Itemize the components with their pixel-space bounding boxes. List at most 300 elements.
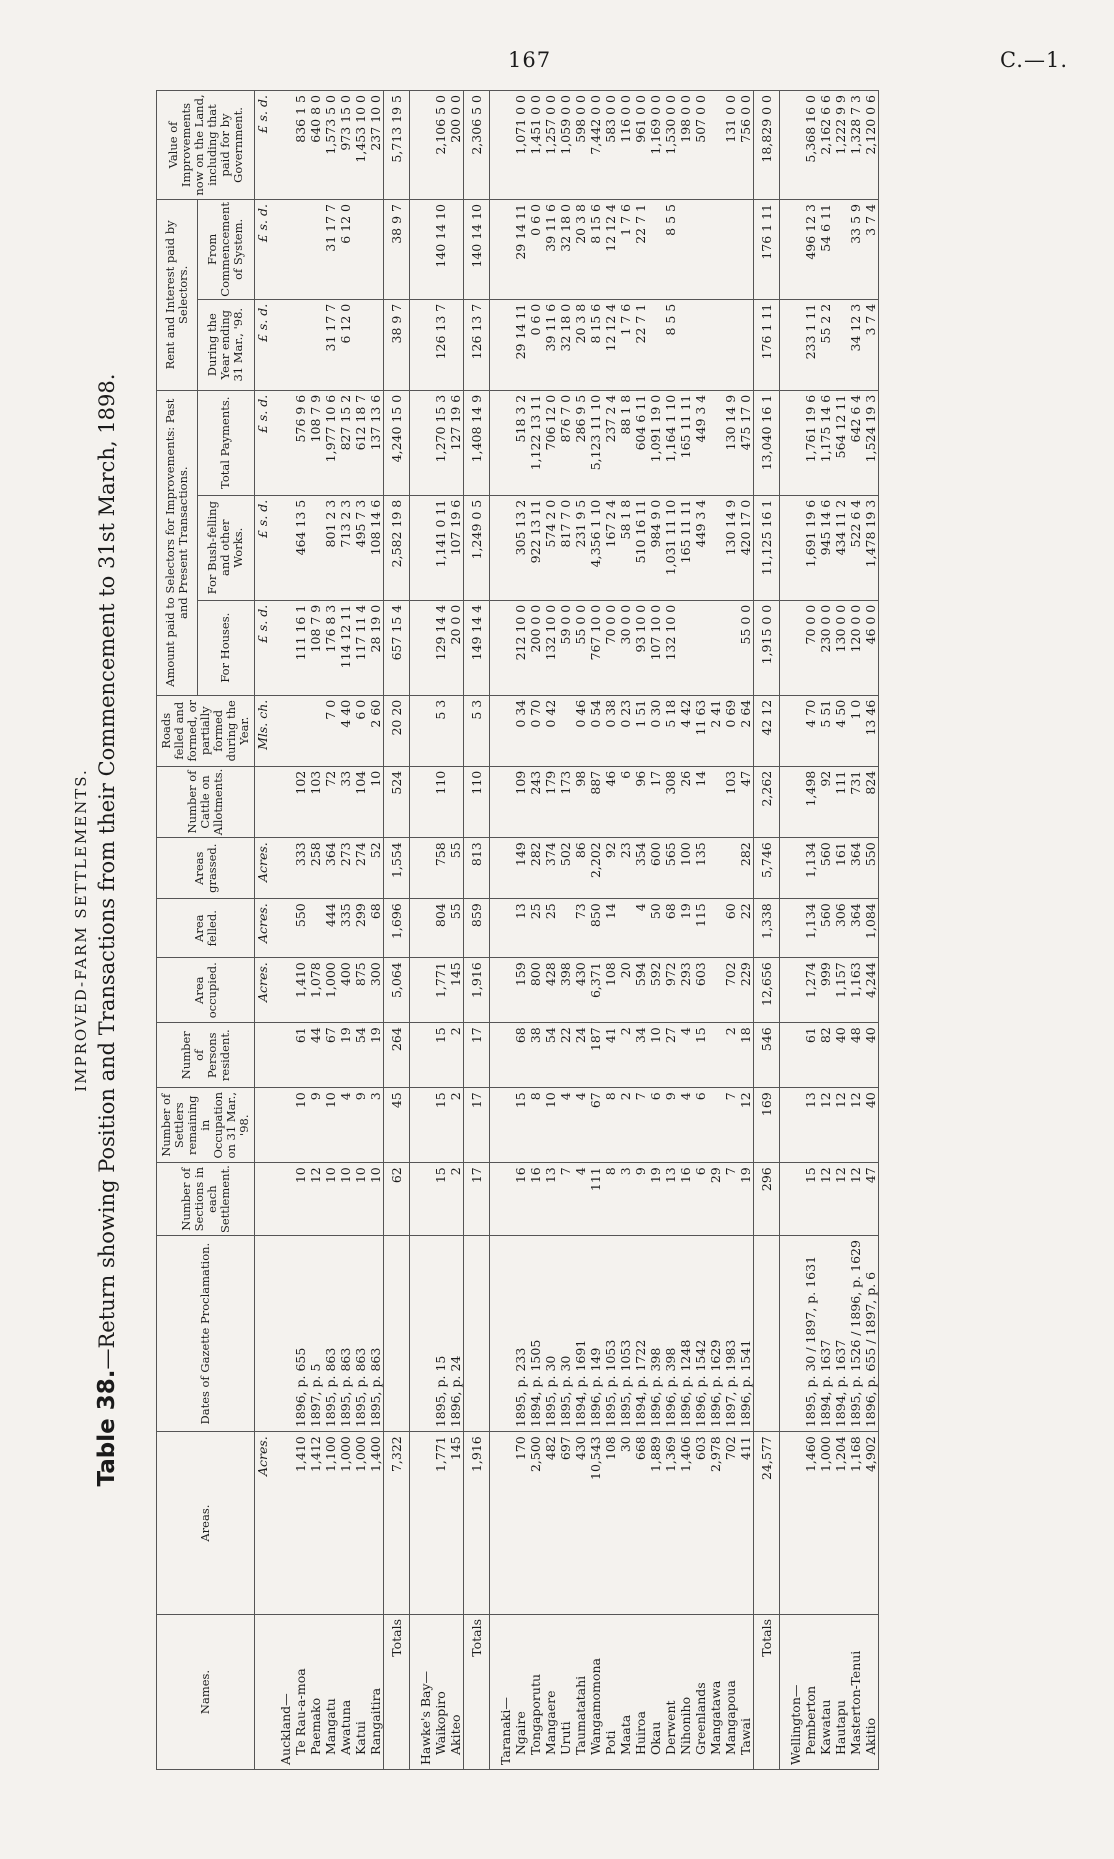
cell-houses: 46 0 0 bbox=[863, 600, 879, 695]
cell-roads: 5 3 bbox=[433, 695, 448, 766]
cell-settlers: 8 bbox=[603, 1088, 618, 1163]
cell-cattle: 104 bbox=[353, 766, 368, 838]
cell-bush: 108 14 6 bbox=[368, 495, 384, 600]
cell-value: 1,453 10 0 bbox=[353, 91, 368, 200]
cell-areas: 1,460 bbox=[803, 1432, 818, 1615]
region-row bbox=[490, 91, 514, 1770]
table-row bbox=[633, 91, 648, 1770]
cell-rent-comm: 8 5 5 bbox=[663, 200, 678, 300]
cell-occupied: 159 bbox=[513, 958, 528, 1023]
cell-total: 137 13 6 bbox=[368, 390, 384, 495]
cell-date: 1894, p. 1505 bbox=[528, 1236, 543, 1432]
cell-rent-year bbox=[738, 299, 754, 390]
cell-cattle: 731 bbox=[848, 766, 863, 838]
cell-sections: 7 bbox=[723, 1163, 738, 1236]
cell-areas: 1,168 bbox=[848, 1432, 863, 1615]
cell-houses: 132 10 0 bbox=[543, 600, 558, 695]
total-rent-year: 176 1 11 bbox=[754, 299, 780, 390]
cell-bush: 4,356 1 10 bbox=[588, 495, 603, 600]
cell-roads: 0 69 bbox=[723, 695, 738, 766]
cell-date: 1894, p. 1637 bbox=[833, 1236, 848, 1432]
settlement-name: Huiroa bbox=[633, 1615, 648, 1770]
total-rent-comm: 140 14 10 bbox=[464, 200, 490, 300]
total-bush: 2,582 19 8 bbox=[384, 495, 410, 600]
table-row bbox=[293, 91, 308, 1770]
cell-date: 1896, p. 1248 bbox=[678, 1236, 693, 1432]
cell-felled: 1,084 bbox=[863, 899, 879, 958]
cell-total: 165 11 11 bbox=[678, 390, 693, 495]
settlement-name: Katui bbox=[353, 1615, 368, 1770]
total-grassed: 1,554 bbox=[384, 838, 410, 899]
settlement-name: Akiteo bbox=[448, 1615, 464, 1770]
cell-date: 1895, p. 863 bbox=[353, 1236, 368, 1432]
cell-roads bbox=[293, 695, 308, 766]
cell-cattle: 6 bbox=[618, 766, 633, 838]
settlement-name: Mangatawa bbox=[708, 1615, 723, 1770]
cell-date: 1897, p. 5 bbox=[308, 1236, 323, 1432]
cell-rent-year bbox=[308, 299, 323, 390]
cell-areas: 1,204 bbox=[833, 1432, 848, 1615]
cell-felled: 25 bbox=[543, 899, 558, 958]
cell-rent-comm: 3 7 4 bbox=[863, 200, 879, 300]
cell-rent-comm bbox=[648, 200, 663, 300]
cell-houses: 212 10 0 bbox=[513, 600, 528, 695]
cell-cattle: 824 bbox=[863, 766, 879, 838]
cell-value: 836 1 5 bbox=[293, 91, 308, 200]
cell-areas: 4,902 bbox=[863, 1432, 879, 1615]
cell-houses: 114 12 11 bbox=[338, 600, 353, 695]
cell-areas: 1,412 bbox=[308, 1432, 323, 1615]
cell-sections: 16 bbox=[513, 1163, 528, 1236]
unit-lsd: £ s. d. bbox=[255, 200, 271, 300]
cell-roads: 0 38 bbox=[603, 695, 618, 766]
cell-grassed: 274 bbox=[353, 838, 368, 899]
cell-areas: 1,771 bbox=[433, 1432, 448, 1615]
cell-roads: 1 0 bbox=[848, 695, 863, 766]
region-name: Wellington— bbox=[780, 1615, 804, 1770]
cell-value: 5,368 16 0 bbox=[803, 91, 818, 200]
cell-bush: 510 16 11 bbox=[633, 495, 648, 600]
total-rent-year: 126 13 7 bbox=[464, 299, 490, 390]
cell-cattle: 92 bbox=[818, 766, 833, 838]
cell-cattle: 46 bbox=[603, 766, 618, 838]
cell-settlers: 13 bbox=[803, 1088, 818, 1163]
cell-sections: 111 bbox=[588, 1163, 603, 1236]
table-row bbox=[803, 91, 818, 1770]
cell-bush: 1,141 0 11 bbox=[433, 495, 448, 600]
total-settlers: 17 bbox=[464, 1088, 490, 1163]
cell-cattle: 103 bbox=[308, 766, 323, 838]
cell-houses bbox=[708, 600, 723, 695]
cell-houses: 107 10 0 bbox=[648, 600, 663, 695]
cell-houses: 20 0 0 bbox=[448, 600, 464, 695]
col-rent-commencement: From Commencement of System. bbox=[197, 200, 254, 300]
total-grassed: 5,746 bbox=[754, 838, 780, 899]
cell-date: 1894, p. 1722 bbox=[633, 1236, 648, 1432]
cell-rent-comm bbox=[678, 200, 693, 300]
total-houses: 657 15 4 bbox=[384, 600, 410, 695]
cell-occupied: 300 bbox=[368, 958, 384, 1023]
cell-cattle: 173 bbox=[558, 766, 573, 838]
total-houses: 149 14 4 bbox=[464, 600, 490, 695]
unit-lsd: £ s. d. bbox=[255, 390, 271, 495]
cell-roads bbox=[558, 695, 573, 766]
cell-sections: 8 bbox=[603, 1163, 618, 1236]
cell-roads: 1 51 bbox=[633, 695, 648, 766]
cell-rent-comm: 6 12 0 bbox=[338, 200, 353, 300]
cell-roads: 4 40 bbox=[338, 695, 353, 766]
cell-total: 286 9 5 bbox=[573, 390, 588, 495]
cell-grassed: 149 bbox=[513, 838, 528, 899]
cell-sections: 47 bbox=[863, 1163, 879, 1236]
total-bush: 11,125 16 1 bbox=[754, 495, 780, 600]
cell-total: 876 7 0 bbox=[558, 390, 573, 495]
cell-occupied: 702 bbox=[723, 958, 738, 1023]
cell-occupied: 428 bbox=[543, 958, 558, 1023]
settlement-name: Akitio bbox=[863, 1615, 879, 1770]
cell-value: 1,222 9 9 bbox=[833, 91, 848, 200]
cell-occupied: 1,157 bbox=[833, 958, 848, 1023]
cell-grassed: 273 bbox=[338, 838, 353, 899]
total-settlers: 169 bbox=[754, 1088, 780, 1163]
cell-date: 1894, p. 1691 bbox=[573, 1236, 588, 1432]
total-sections: 17 bbox=[464, 1163, 490, 1236]
total-roads: 20 20 bbox=[384, 695, 410, 766]
cell-sections: 16 bbox=[678, 1163, 693, 1236]
cell-felled: 364 bbox=[848, 899, 863, 958]
cell-total: 518 3 2 bbox=[513, 390, 528, 495]
cell-total: 1,270 15 3 bbox=[433, 390, 448, 495]
cell-total: 1,175 14 6 bbox=[818, 390, 833, 495]
cell-felled bbox=[558, 899, 573, 958]
cell-settlers: 10 bbox=[543, 1088, 558, 1163]
cell-grassed: 560 bbox=[818, 838, 833, 899]
cell-areas: 1,100 bbox=[323, 1432, 338, 1615]
cell-grassed: 100 bbox=[678, 838, 693, 899]
cell-bush: 1,478 19 3 bbox=[863, 495, 879, 600]
cell-felled: 444 bbox=[323, 899, 338, 958]
total-roads: 42 12 bbox=[754, 695, 780, 766]
cell-areas: 170 bbox=[513, 1432, 528, 1615]
cell-sections: 19 bbox=[738, 1163, 754, 1236]
cell-grassed: 333 bbox=[293, 838, 308, 899]
cell-settlers: 9 bbox=[353, 1088, 368, 1163]
cell-value: 237 10 0 bbox=[368, 91, 384, 200]
cell-houses: 70 0 0 bbox=[603, 600, 618, 695]
cell-areas: 10,543 bbox=[588, 1432, 603, 1615]
cell-roads: 6 0 bbox=[353, 695, 368, 766]
cell-value: 1,169 0 0 bbox=[648, 91, 663, 200]
cell-persons: 48 bbox=[848, 1023, 863, 1088]
cell-occupied: 603 bbox=[693, 958, 708, 1023]
cell-bush: 984 9 0 bbox=[648, 495, 663, 600]
cell-total: 564 12 11 bbox=[833, 390, 848, 495]
table-row bbox=[308, 91, 323, 1770]
cell-value: 2,162 6 6 bbox=[818, 91, 833, 200]
cell-settlers: 12 bbox=[738, 1088, 754, 1163]
cell-total: 108 7 9 bbox=[308, 390, 323, 495]
total-felled: 1,696 bbox=[384, 899, 410, 958]
cell-roads: 5 51 bbox=[818, 695, 833, 766]
settlement-name: Tongaporutu bbox=[528, 1615, 543, 1770]
unit-lsd: £ s. d. bbox=[255, 600, 271, 695]
cell-rent-comm: 22 7 1 bbox=[633, 200, 648, 300]
cell-bush: 922 13 11 bbox=[528, 495, 543, 600]
cell-cattle: 103 bbox=[723, 766, 738, 838]
cell-date: 1895, p. 863 bbox=[368, 1236, 384, 1432]
cell-rent-comm: 1 7 6 bbox=[618, 200, 633, 300]
cell-occupied: 592 bbox=[648, 958, 663, 1023]
cell-occupied: 1,000 bbox=[323, 958, 338, 1023]
cell-date: 1895, p. 1053 bbox=[603, 1236, 618, 1432]
region-row bbox=[270, 91, 293, 1770]
cell-date: 1896, p. 24 bbox=[448, 1236, 464, 1432]
cell-settlers: 3 bbox=[368, 1088, 384, 1163]
cell-persons: 67 bbox=[323, 1023, 338, 1088]
cell-sections: 12 bbox=[308, 1163, 323, 1236]
cell-value: 198 0 0 bbox=[678, 91, 693, 200]
cell-rent-year: 22 7 1 bbox=[633, 299, 648, 390]
cell-grassed: 758 bbox=[433, 838, 448, 899]
col-grassed: Areas grassed. bbox=[157, 838, 255, 899]
cell-rent-comm bbox=[738, 200, 754, 300]
cell-houses: 767 10 0 bbox=[588, 600, 603, 695]
cell-felled: 850 bbox=[588, 899, 603, 958]
settlement-name: Nihoniho bbox=[678, 1615, 693, 1770]
cell-rent-year: 12 12 4 bbox=[603, 299, 618, 390]
cell-grassed: 550 bbox=[863, 838, 879, 899]
cell-sections: 15 bbox=[433, 1163, 448, 1236]
cell-cattle: 72 bbox=[323, 766, 338, 838]
region-row bbox=[780, 91, 804, 1770]
cell-cattle: 109 bbox=[513, 766, 528, 838]
region-name: Auckland— bbox=[270, 1615, 293, 1770]
table-heading bbox=[70, 90, 140, 1770]
cell-areas: 430 bbox=[573, 1432, 588, 1615]
table-row bbox=[558, 91, 573, 1770]
col-total-payments: Total Payments. bbox=[197, 390, 254, 495]
cell-houses: 230 0 0 bbox=[818, 600, 833, 695]
cell-persons: 15 bbox=[693, 1023, 708, 1088]
cell-roads: 7 0 bbox=[323, 695, 338, 766]
cell-bush bbox=[308, 495, 323, 600]
cell-felled: 14 bbox=[603, 899, 618, 958]
total-bush: 1,249 0 5 bbox=[464, 495, 490, 600]
cell-persons: 4 bbox=[678, 1023, 693, 1088]
totals-row bbox=[754, 91, 780, 1770]
cell-cattle: 33 bbox=[338, 766, 353, 838]
total-rent-comm: 176 1 11 bbox=[754, 200, 780, 300]
cell-grassed: 364 bbox=[323, 838, 338, 899]
settlement-name: Tawai bbox=[738, 1615, 754, 1770]
cell-bush: 1,691 19 6 bbox=[803, 495, 818, 600]
cell-rent-year: 6 12 0 bbox=[338, 299, 353, 390]
settlement-name: Pemberton bbox=[803, 1615, 818, 1770]
cell-bush: 305 13 2 bbox=[513, 495, 528, 600]
cell-houses: 132 10 0 bbox=[663, 600, 678, 695]
cell-houses: 55 0 0 bbox=[738, 600, 754, 695]
cell-rent-comm bbox=[368, 200, 384, 300]
cell-value: 1,071 0 0 bbox=[513, 91, 528, 200]
cell-occupied: 293 bbox=[678, 958, 693, 1023]
cell-rent-year: 34 12 3 bbox=[848, 299, 863, 390]
table-row bbox=[833, 91, 848, 1770]
cell-occupied: 4,244 bbox=[863, 958, 879, 1023]
settlement-name: Wangamomona bbox=[588, 1615, 603, 1770]
cell-areas: 702 bbox=[723, 1432, 738, 1615]
totals-label: Totals bbox=[754, 1615, 780, 1770]
cell-settlers: 40 bbox=[863, 1088, 879, 1163]
cell-bush: 167 2 4 bbox=[603, 495, 618, 600]
cell-occupied: 1,078 bbox=[308, 958, 323, 1023]
table-row bbox=[723, 91, 738, 1770]
cell-persons: 41 bbox=[603, 1023, 618, 1088]
cell-persons: 54 bbox=[353, 1023, 368, 1088]
cell-bush: 1,031 11 10 bbox=[663, 495, 678, 600]
cell-felled bbox=[708, 899, 723, 958]
cell-roads: 4 70 bbox=[803, 695, 818, 766]
cell-cattle: 96 bbox=[633, 766, 648, 838]
cell-felled: 1,134 bbox=[803, 899, 818, 958]
col-group-rent: Rent and Interest paid by Selectors. bbox=[157, 200, 198, 391]
cell-areas: 1,000 bbox=[818, 1432, 833, 1615]
cell-date: 1896, p. 398 bbox=[648, 1236, 663, 1432]
cell-value: 507 0 0 bbox=[693, 91, 708, 200]
cell-rent-comm bbox=[693, 200, 708, 300]
table-row bbox=[603, 91, 618, 1770]
cell-grassed: 86 bbox=[573, 838, 588, 899]
cell-grassed: 282 bbox=[738, 838, 754, 899]
cell-date: 1895, p. 233 bbox=[513, 1236, 528, 1432]
cell-houses: 70 0 0 bbox=[803, 600, 818, 695]
cell-occupied: 6,371 bbox=[588, 958, 603, 1023]
cell-bush: 165 11 11 bbox=[678, 495, 693, 600]
cell-persons: 24 bbox=[573, 1023, 588, 1088]
cell-grassed: 55 bbox=[448, 838, 464, 899]
cell-bush: 945 14 6 bbox=[818, 495, 833, 600]
cell-rent-year bbox=[648, 299, 663, 390]
settlement-name: Mangatu bbox=[323, 1615, 338, 1770]
cell-settlers: 10 bbox=[323, 1088, 338, 1163]
document-reference: C.—1. bbox=[999, 48, 1068, 72]
cell-houses bbox=[693, 600, 708, 695]
cell-grassed: 354 bbox=[633, 838, 648, 899]
col-bush: For Bush-felling and other Works. bbox=[197, 495, 254, 600]
cell-felled: 804 bbox=[433, 899, 448, 958]
total-total: 4,240 15 0 bbox=[384, 390, 410, 495]
settlement-name: Hautapu bbox=[833, 1615, 848, 1770]
cell-total: 642 6 4 bbox=[848, 390, 863, 495]
cell-houses: 120 0 0 bbox=[848, 600, 863, 695]
cell-grassed: 2,202 bbox=[588, 838, 603, 899]
total-persons: 264 bbox=[384, 1023, 410, 1088]
cell-felled: 68 bbox=[663, 899, 678, 958]
cell-rent-comm bbox=[293, 200, 308, 300]
col-rent-year: During the Year ending 31 Mar., '98. bbox=[197, 299, 254, 390]
unit-acres: Acres. bbox=[255, 958, 271, 1023]
table-row bbox=[693, 91, 708, 1770]
cell-occupied: 594 bbox=[633, 958, 648, 1023]
table-row bbox=[528, 91, 543, 1770]
cell-total: 127 19 6 bbox=[448, 390, 464, 495]
cell-bush: 574 2 0 bbox=[543, 495, 558, 600]
cell-grassed: 502 bbox=[558, 838, 573, 899]
cell-cattle: 110 bbox=[433, 766, 448, 838]
cell-felled: 560 bbox=[818, 899, 833, 958]
cell-value: 756 0 0 bbox=[738, 91, 754, 200]
cell-date: 1896, p. 655 bbox=[293, 1236, 308, 1432]
cell-felled: 115 bbox=[693, 899, 708, 958]
settlement-name: Te Rau-a-moa bbox=[293, 1615, 308, 1770]
cell-persons: 18 bbox=[738, 1023, 754, 1088]
cell-rent-year bbox=[448, 299, 464, 390]
cell-areas: 603 bbox=[693, 1432, 708, 1615]
cell-houses: 111 16 1 bbox=[293, 600, 308, 695]
cell-value: 598 0 0 bbox=[573, 91, 588, 200]
col-sections: Number of Sections in each Settlement. bbox=[157, 1163, 255, 1236]
cell-settlers: 67 bbox=[588, 1088, 603, 1163]
cell-occupied: 400 bbox=[338, 958, 353, 1023]
table-label: Table 38. bbox=[94, 1369, 120, 1487]
cell-houses bbox=[678, 600, 693, 695]
cell-occupied: 875 bbox=[353, 958, 368, 1023]
total-felled: 859 bbox=[464, 899, 490, 958]
total-areas: 1,916 bbox=[464, 1432, 490, 1615]
cell-rent-comm: 496 12 3 bbox=[803, 200, 818, 300]
cell-total: 449 3 4 bbox=[693, 390, 708, 495]
cell-occupied: 1,771 bbox=[433, 958, 448, 1023]
cell-areas: 1,000 bbox=[338, 1432, 353, 1615]
cell-settlers bbox=[708, 1088, 723, 1163]
cell-sections: 10 bbox=[323, 1163, 338, 1236]
cell-rent-year: 55 2 2 bbox=[818, 299, 833, 390]
cell-sections: 10 bbox=[353, 1163, 368, 1236]
settlement-name: Taumatatahi bbox=[573, 1615, 588, 1770]
cell-occupied bbox=[708, 958, 723, 1023]
cell-felled: 50 bbox=[648, 899, 663, 958]
cell-date: 1895, p. 30 bbox=[543, 1236, 558, 1432]
cell-roads: 0 23 bbox=[618, 695, 633, 766]
cell-total: 1,977 10 6 bbox=[323, 390, 338, 495]
cell-occupied: 430 bbox=[573, 958, 588, 1023]
settlement-name: Mangaere bbox=[543, 1615, 558, 1770]
cell-rent-comm: 33 5 9 bbox=[848, 200, 863, 300]
total-cattle: 524 bbox=[384, 766, 410, 838]
cell-rent-comm: 20 3 8 bbox=[573, 200, 588, 300]
settlement-name: Paemako bbox=[308, 1615, 323, 1770]
cell-bush: 801 2 3 bbox=[323, 495, 338, 600]
cell-houses: 130 0 0 bbox=[833, 600, 848, 695]
cell-rent-year bbox=[678, 299, 693, 390]
col-occupied: Area occupied. bbox=[157, 958, 255, 1023]
cell-total: 88 1 8 bbox=[618, 390, 633, 495]
cell-grassed bbox=[708, 838, 723, 899]
cell-occupied: 145 bbox=[448, 958, 464, 1023]
table-row bbox=[543, 91, 558, 1770]
cell-felled: 68 bbox=[368, 899, 384, 958]
cell-persons: 15 bbox=[433, 1023, 448, 1088]
settlement-name: Poti bbox=[603, 1615, 618, 1770]
cell-settlers: 7 bbox=[723, 1088, 738, 1163]
table-row bbox=[618, 91, 633, 1770]
total-total: 1,408 14 9 bbox=[464, 390, 490, 495]
unit-miles-chains: Mls. ch. bbox=[255, 695, 271, 766]
cell-persons: 61 bbox=[803, 1023, 818, 1088]
cell-bush: 817 7 0 bbox=[558, 495, 573, 600]
table-title-text: —Return showing Position and Transactions from their Commencement to 31st March, 1898. bbox=[95, 373, 119, 1370]
cell-sections: 13 bbox=[663, 1163, 678, 1236]
cell-occupied: 1,410 bbox=[293, 958, 308, 1023]
